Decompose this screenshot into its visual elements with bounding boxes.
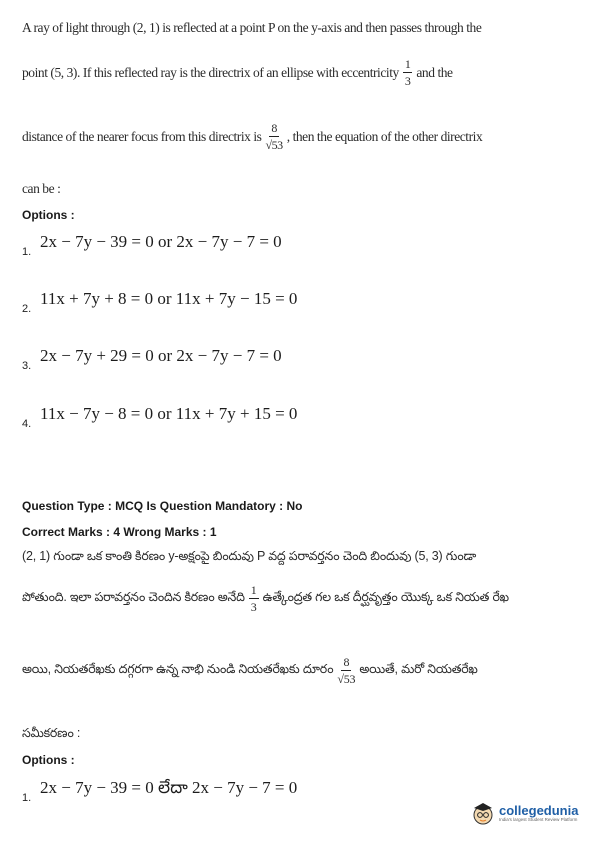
marks-line: Correct Marks : 4 Wrong Marks : 1 <box>22 525 217 539</box>
question-line-2 <box>22 58 453 87</box>
question-te-line-2-text: పోతుంది. ఇలా పరావర్తనం చెందిన కిరణం అనేది <box>22 589 245 604</box>
question-line-3-tail: , then the equation of the other directrix <box>286 128 483 144</box>
question-te-line-3-text: అయి, నియతరేఖకు దగ్గరగా ఉన్న నాభి నుండి నియతరేఖకు దూరం <box>22 661 334 676</box>
eccentricity-fraction-te <box>249 584 259 613</box>
option-number: 2. <box>22 303 32 315</box>
option-text: 2x − 7y + 29 = 0 or 2x − 7y − 7 = 0 <box>40 346 282 365</box>
option-number: 4. <box>22 418 32 430</box>
option-number: 3. <box>22 360 32 372</box>
option-text: 2x − 7y − 39 = 0 లేదా 2x − 7y − 7 = 0 <box>40 778 298 797</box>
option-2[interactable] <box>22 289 422 319</box>
student-mascot-icon <box>470 800 496 826</box>
option-number: 1. <box>22 792 32 804</box>
question-te-line-3-tail: అయితే, మరో నియతరేఖ <box>359 661 478 676</box>
option-text: 11x + 7y + 8 = 0 or 11x + 7y − 15 = 0 <box>40 289 298 308</box>
option-3[interactable] <box>22 346 422 376</box>
option-number: 1. <box>22 246 32 258</box>
fraction-numerator: 8 <box>271 121 277 135</box>
question-line-4: can be : <box>22 181 61 196</box>
option-text: 11x − 7y − 8 = 0 or 11x + 7y + 15 = 0 <box>40 404 298 423</box>
fraction-denominator: 3 <box>404 74 411 88</box>
fraction-numerator: 8 <box>343 655 350 669</box>
question-line-2-tail: and the <box>416 64 453 80</box>
question-te-line-1: (2, 1) గుండా ఒక కాంతి కిరణం y-అక్షంపై బిందువు P వద్ద పరావర్తనం చెంది బిందువు (5, 3) గుండా <box>22 549 477 563</box>
distance-fraction <box>265 122 282 151</box>
fraction-denominator: √53 <box>265 138 283 152</box>
question-te-line-4: సమీకరణం : <box>22 726 81 740</box>
fraction-denominator: √53 <box>337 672 356 686</box>
option-4[interactable] <box>22 404 442 434</box>
eccentricity-fraction <box>403 58 413 87</box>
option-te-1[interactable] <box>22 778 422 808</box>
question-line-3 <box>22 122 482 151</box>
question-te-line-2-tail: ఉత్కేంద్రత గల ఒక దీర్ఘవృత్తం యొక్క ఒక నియత రేఖ <box>262 589 509 604</box>
question-type-line: Question Type : MCQ Is Question Mandatory : No <box>22 499 303 513</box>
options-label: Options : <box>22 208 75 222</box>
option-1[interactable] <box>22 232 422 262</box>
collegedunia-logo[interactable] <box>470 800 578 826</box>
question-line-1: A ray of light through (2, 1) is reflected at a point P on the y-axis and then passes through the <box>22 20 482 35</box>
question-te-line-2 <box>22 584 509 613</box>
fraction-numerator: 1 <box>404 57 411 71</box>
options-label-te: Options : <box>22 753 75 767</box>
question-line-2-text: point (5, 3). If this reflected ray is the directrix of an ellipse with eccentricity <box>22 64 399 80</box>
logo-tagline: India's largest Student Review Platform <box>499 816 578 822</box>
fraction-denominator: 3 <box>250 600 257 614</box>
logo-name: collegedunia <box>499 802 579 818</box>
distance-fraction-te <box>337 656 355 685</box>
question-te-line-3 <box>22 656 478 685</box>
option-text: 2x − 7y − 39 = 0 or 2x − 7y − 7 = 0 <box>40 232 282 251</box>
fraction-numerator: 1 <box>250 583 257 597</box>
question-line-3-text: distance of the nearer focus from this directrix is <box>22 128 262 144</box>
